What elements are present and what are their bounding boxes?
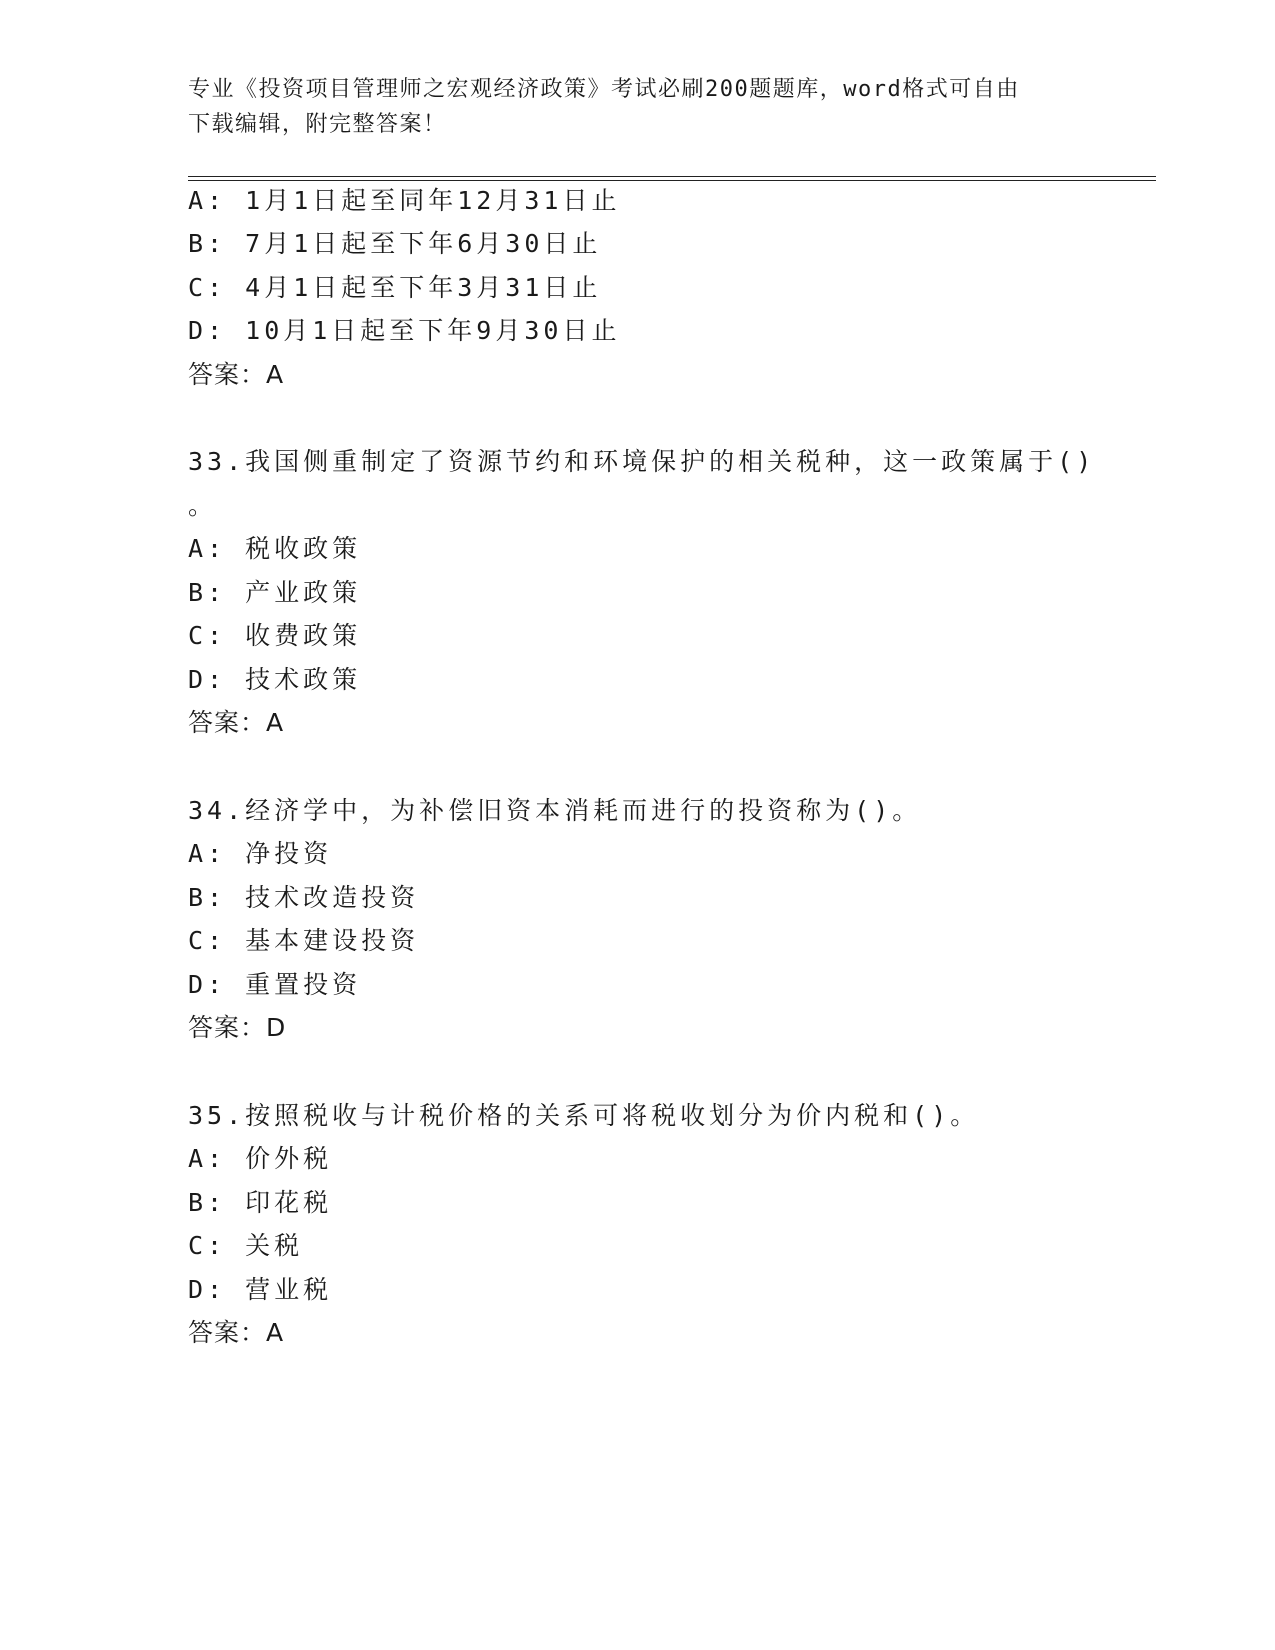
header-divider xyxy=(188,176,1156,181)
q34-option-d: D: 重置投资 xyxy=(188,970,362,999)
header-line-1: 专业《投资项目管理师之宏观经济政策》考试必刷200题题库，word格式可自由 xyxy=(188,77,1020,102)
q35-answer: 答案：A xyxy=(188,1318,285,1347)
q33-question-line-1: 33.我国侧重制定了资源节约和环境保护的相关税种，这一政策属于() xyxy=(188,447,1096,476)
q35-option-c: C: 关税 xyxy=(188,1231,304,1260)
q35-question: 35.按照税收与计税价格的关系可将税收划分为价内税和()。 xyxy=(188,1101,980,1130)
q32-option-a: A: 1月1日起至同年12月31日止 xyxy=(188,186,621,215)
q32-option-d: D: 10月1日起至下年9月30日止 xyxy=(188,316,621,345)
document-header xyxy=(188,72,1088,142)
header-line-2: 下载编辑，附完整答案！ xyxy=(188,112,447,137)
q33-option-d: D: 技术政策 xyxy=(188,665,362,694)
q34-question: 34.经济学中，为补偿旧资本消耗而进行的投资称为()。 xyxy=(188,796,922,825)
q33-option-b: B: 产业政策 xyxy=(188,578,362,607)
q33-option-a: A: 税收政策 xyxy=(188,534,362,563)
q34-answer: 答案：D xyxy=(188,1013,287,1042)
q35-option-b: B: 印花税 xyxy=(188,1188,333,1217)
q34-option-c: C: 基本建设投资 xyxy=(188,926,420,955)
q35-option-d: D: 营业税 xyxy=(188,1275,333,1304)
q32-answer: 答案：A xyxy=(188,360,285,389)
q33-question-line-2: 。 xyxy=(188,491,218,520)
q34-option-b: B: 技术改造投资 xyxy=(188,883,420,912)
q32-option-c: C: 4月1日起至下年3月31日止 xyxy=(188,273,602,302)
q34-option-a: A: 净投资 xyxy=(188,839,333,868)
q33-answer: 答案：A xyxy=(188,708,285,737)
q32-option-b: B: 7月1日起至下年6月30日止 xyxy=(188,229,602,258)
q33-option-c: C: 收费政策 xyxy=(188,621,362,650)
q35-option-a: A: 价外税 xyxy=(188,1144,333,1173)
